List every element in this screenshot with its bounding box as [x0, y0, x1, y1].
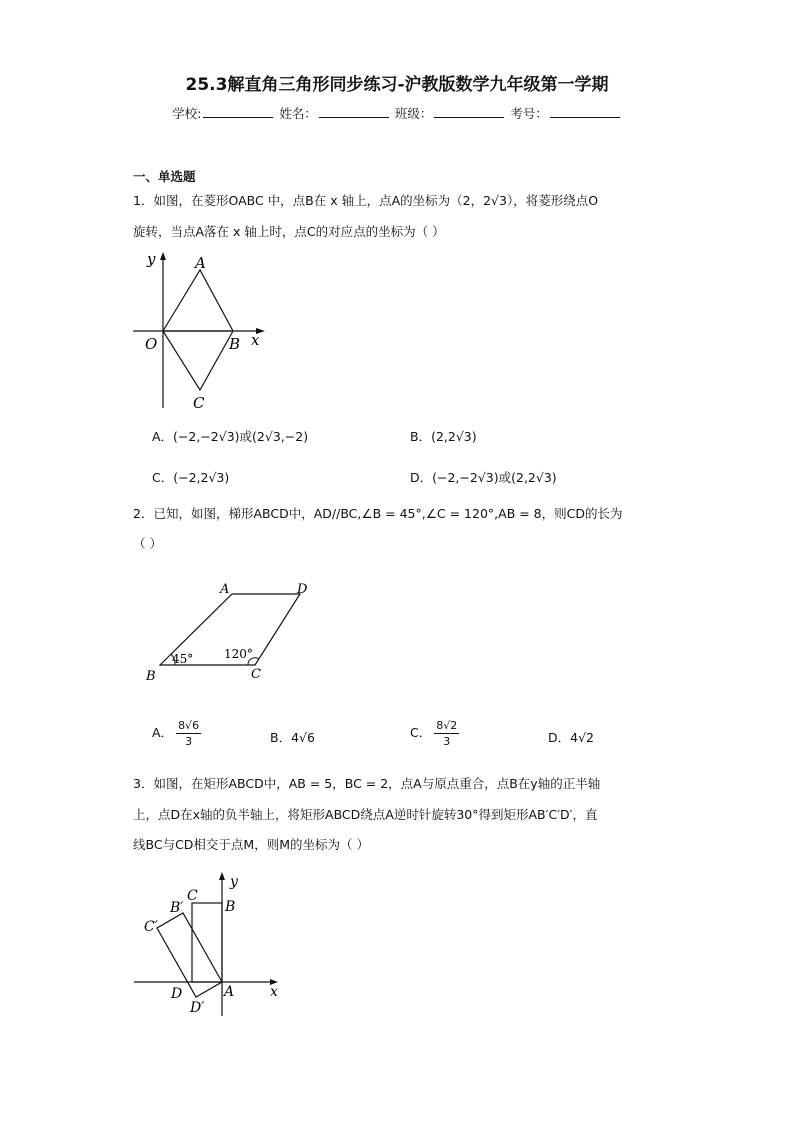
student-info-line [0, 104, 794, 122]
q3-figure [130, 868, 290, 1018]
q1-option-b[interactable]: B．(2,2√3) [410, 429, 477, 444]
q3-line3: 线BC与CD相交于点M，则M的坐标为（ ） [133, 837, 369, 852]
q2-option-c[interactable] [410, 718, 462, 749]
q2-option-c-num: 8√2 [436, 719, 458, 732]
q3-rectangle-abcd [192, 903, 222, 982]
class-blank[interactable] [434, 105, 504, 118]
q2-label-b: B [146, 669, 156, 684]
q2-angle-c: 120° [224, 647, 253, 661]
q2-option-d[interactable]: D．4√2 [548, 730, 594, 745]
name-blank[interactable] [319, 105, 389, 118]
q3-label-d1: D′ [190, 1000, 205, 1016]
q3-label-c1: C′ [144, 919, 158, 935]
q1-figure [125, 248, 275, 418]
q3-rectangle-rotated [157, 913, 222, 997]
q3-label-b: B [225, 899, 236, 915]
q1-line1: 1．如图，在菱形OABC 中，点B在 x 轴上，点A的坐标为（2，2√3），将菱形绕点O [133, 193, 599, 208]
q1-label-o: O [145, 335, 158, 353]
q2-label-c: C [251, 667, 261, 682]
q2-option-c-label: C． [410, 725, 432, 740]
q1-label-b: B [229, 335, 241, 353]
q1-option-a[interactable]: A．(−2,−2√3)或(2√3,−2) [152, 429, 309, 444]
q3-label-d: D [171, 986, 183, 1002]
number-label: 考号： [510, 106, 548, 121]
school-label: 学校: [172, 106, 202, 121]
q3-label-b1: B′ [170, 900, 184, 916]
q2-option-b[interactable]: B．4√6 [270, 730, 315, 745]
q3-label-c: C [187, 888, 198, 904]
section-title: 一、单选题 [133, 169, 196, 184]
q1-label-x: x [251, 331, 260, 349]
page-title: 25.3解直角三角形同步练习-沪教版数学九年级第一学期 [185, 75, 609, 95]
q1-line2: 旋转，当点A落在 x 轴上时，点C的对应点的坐标为（ ） [133, 224, 445, 239]
q3-label-a: A [224, 984, 235, 1000]
q1-label-c: C [193, 394, 205, 412]
q3-line2: 上，点D在x轴的负半轴上，将矩形ABCD绕点A逆时针旋转30°得到矩形AB′C′D′，直 [133, 807, 598, 822]
q2-line1: 2．已知，如图，梯形ABCD中，AD//BC,∠B = 45°,∠C = 120°,AB = 8，则CD的长为 [133, 506, 623, 521]
q3-label-y: y [230, 874, 238, 890]
q2-option-a-label: A． [152, 725, 174, 740]
q2-option-c-den: 3 [443, 735, 451, 748]
q2-label-a: A [220, 582, 230, 597]
q1-option-c[interactable]: C．(−2,2√3) [152, 470, 230, 485]
q2-label-d: D [297, 582, 308, 597]
q2-option-c-fraction [434, 718, 459, 749]
q1-option-d[interactable]: D．(−2,−2√3)或(2,2√3) [410, 470, 557, 485]
q2-angle-b: 45° [172, 652, 194, 666]
q2-option-a-fraction [176, 718, 201, 749]
q3-line1: 3．如图，在矩形ABCD中，AB = 5，BC = 2，点A与原点重合，点B在y轴的正半轴 [133, 776, 601, 791]
class-label: 班级： [394, 106, 433, 121]
q2-option-a-num: 8√6 [178, 719, 200, 732]
q2-line2: （ ） [133, 536, 162, 551]
q1-label-a: A [195, 254, 206, 272]
q3-y-arrow [219, 872, 225, 880]
q2-figure [140, 578, 320, 688]
q1-y-arrow [160, 252, 166, 260]
q2-option-a[interactable] [152, 718, 204, 749]
name-label: 姓名： [279, 106, 317, 121]
q1-rhombus [163, 270, 233, 390]
q1-label-y: y [147, 250, 156, 268]
school-blank[interactable] [203, 105, 273, 118]
q2-option-a-den: 3 [185, 735, 193, 748]
number-blank[interactable] [550, 105, 620, 118]
q3-label-x: x [270, 984, 278, 1000]
